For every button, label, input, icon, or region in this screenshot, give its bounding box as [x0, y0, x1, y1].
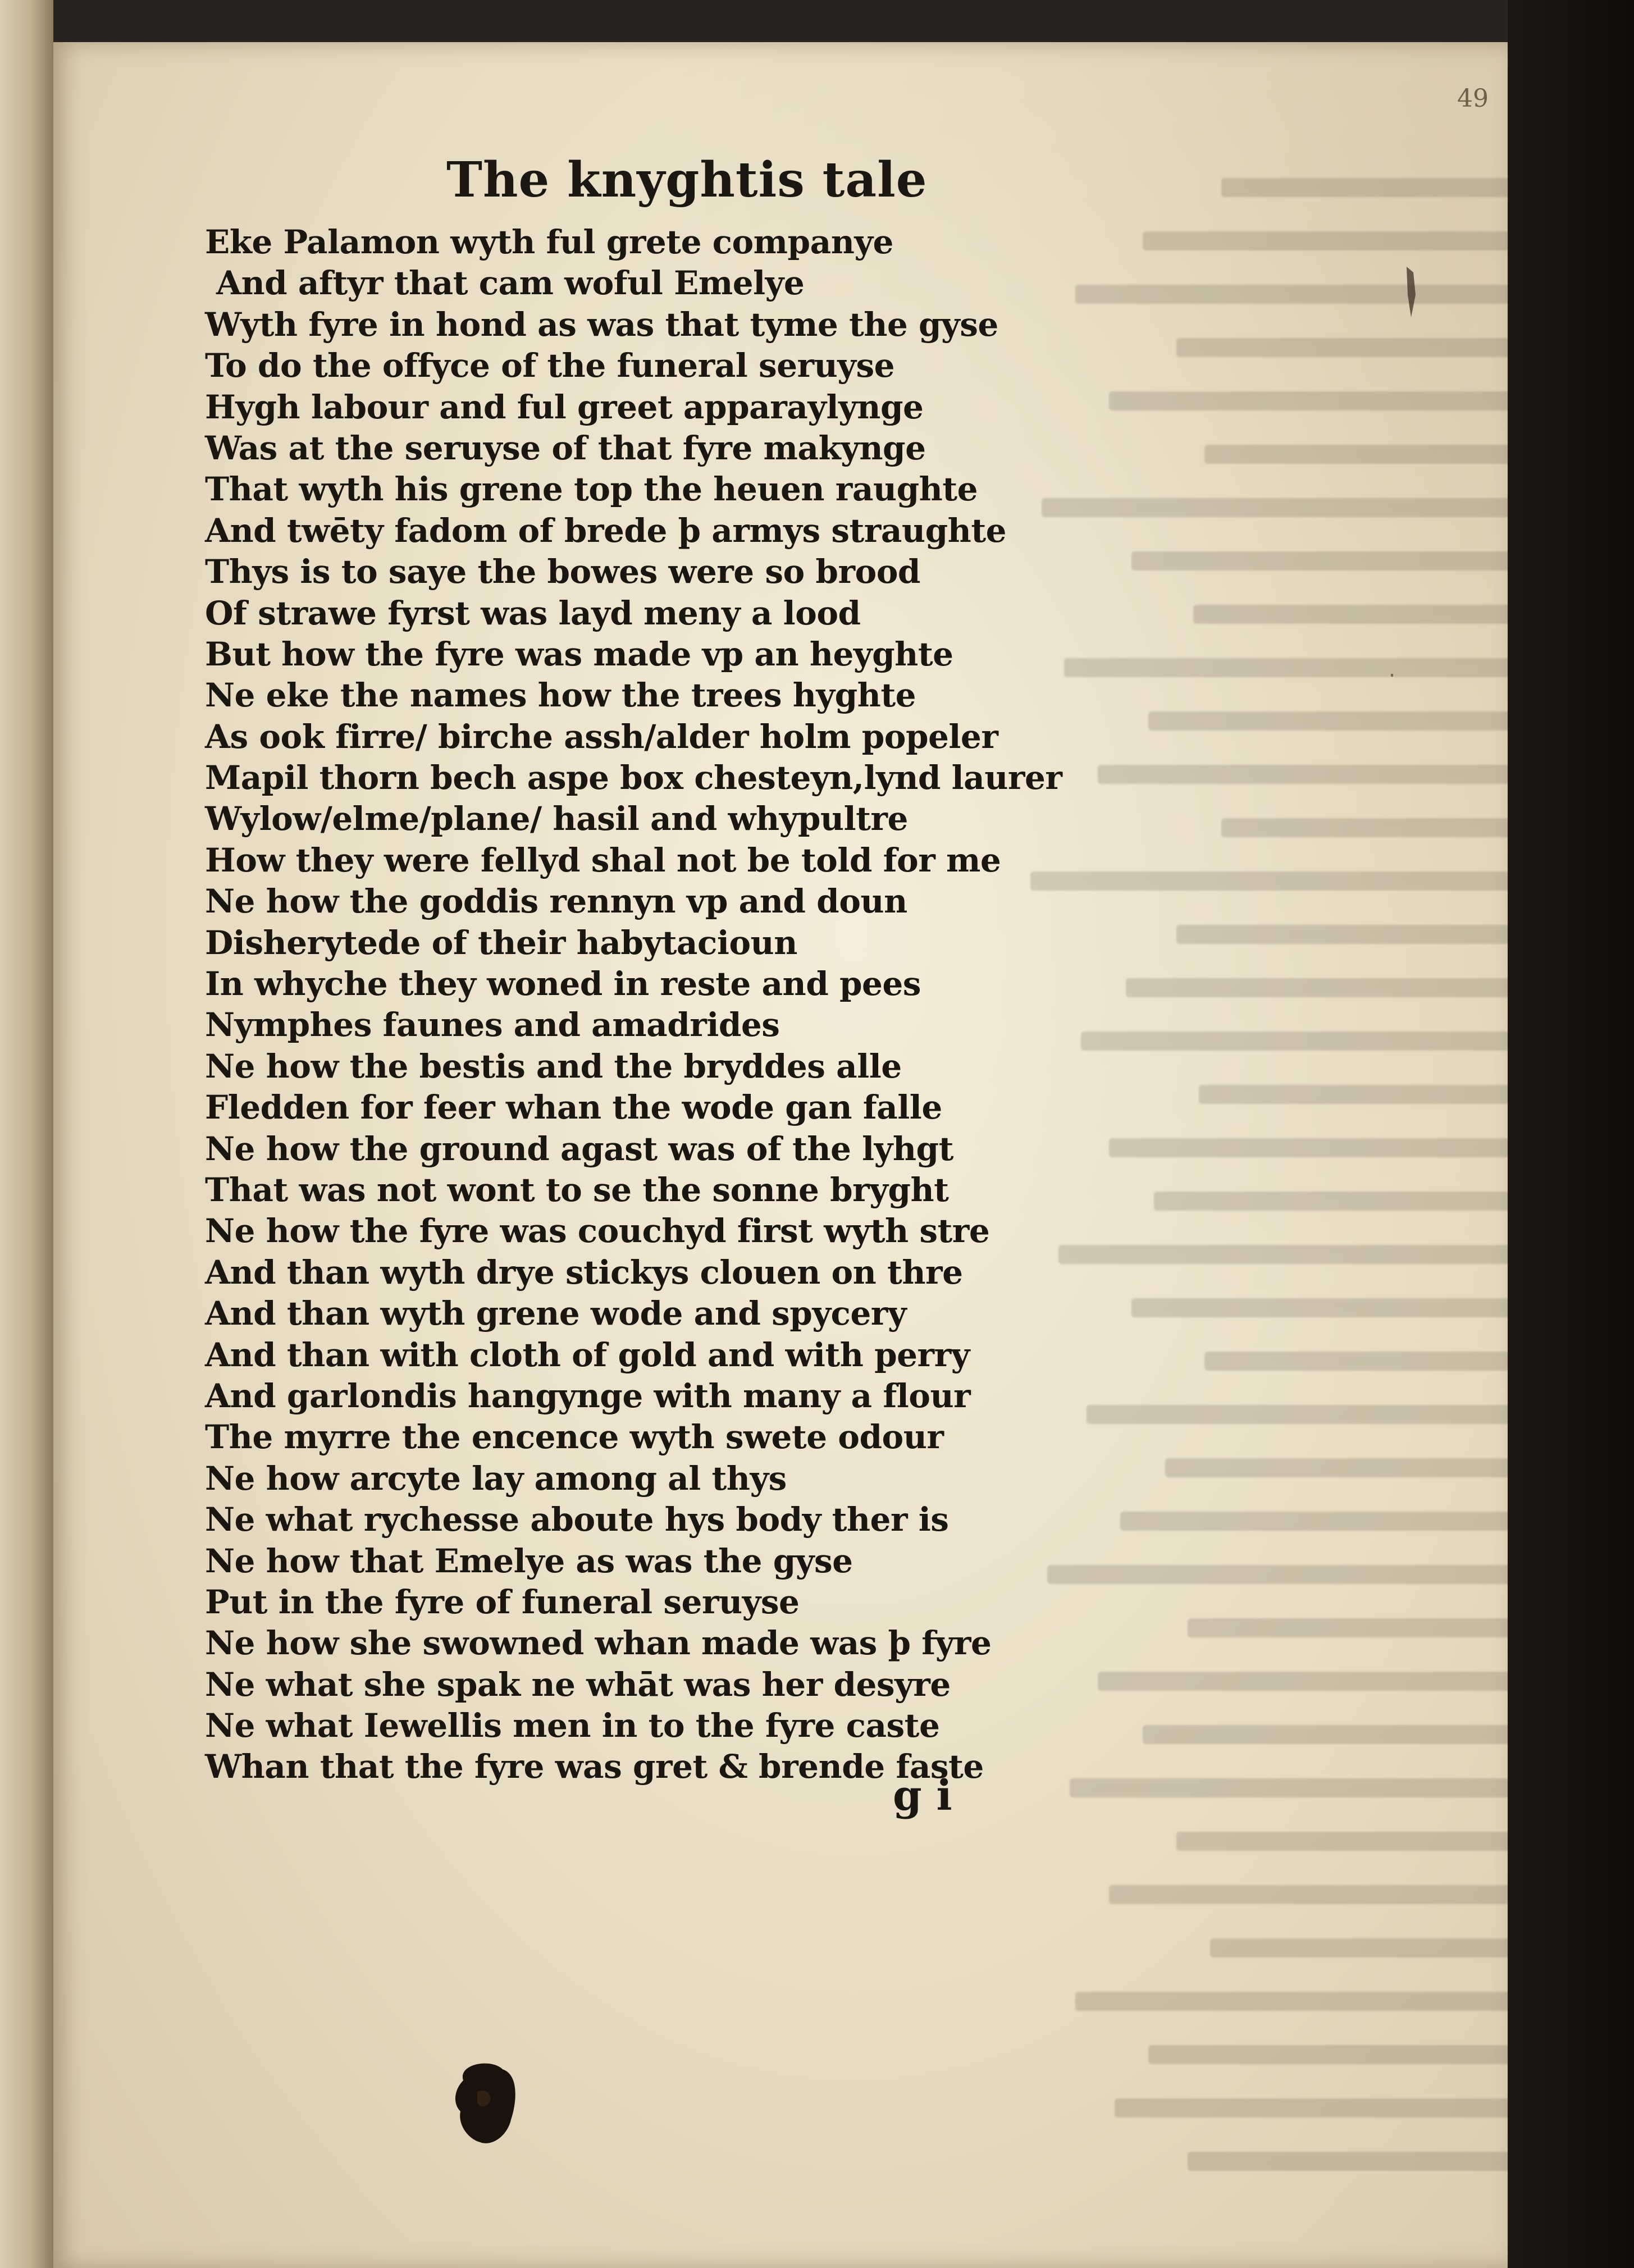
- verse-line: Ne how the ground agast was of the lyhgt: [205, 1129, 953, 1168]
- verse-line: Ne how arcyte lay among al thys: [205, 1459, 787, 1498]
- verse-line: And than wyth drye stickys clouen on thre: [205, 1253, 963, 1292]
- verse-line: Ne how she swowned whan made was þ fyre: [205, 1624, 992, 1663]
- verse-line: Whan that the fyre was gret & brende faste: [205, 1747, 984, 1786]
- verse-line: In whyche they woned in reste and pees: [205, 965, 921, 1003]
- verse-line: Fledden for feer whan the wode gan falle: [205, 1088, 942, 1127]
- verse-line: Ne eke the names how the trees hyghte: [205, 676, 916, 715]
- verse-line: But how the fyre was made vp an heyghte: [205, 635, 953, 673]
- verse-line: And than wyth grene wode and spycery: [205, 1294, 907, 1333]
- verse-line: Ne how the goddis rennyn vp and doun: [205, 882, 907, 921]
- adjacent-page-edge: [0, 0, 53, 2268]
- verse-line: Ne how the bestis and the bryddes alle: [205, 1047, 902, 1085]
- verse-line: Ne how the fyre was couchyd first wyth stre: [205, 1212, 990, 1251]
- verse-line: That wyth his grene top the heuen raughte: [205, 470, 978, 509]
- signature-mark: g i: [893, 1772, 952, 1820]
- verse-line: Put in the fyre of funeral seruyse: [205, 1582, 800, 1621]
- verse-line: Ne how that Emelye as was the gyse: [205, 1541, 853, 1580]
- ink-blot: [446, 2058, 525, 2148]
- verse-line: Wylow/elme/plane/ hasil and whypultre: [205, 800, 908, 838]
- verse-line: Ne what Iewellis men in to the fyre caste: [205, 1706, 940, 1745]
- verse-line: And aftyr that cam woful Emelye: [216, 264, 805, 303]
- verse-line: Wyth fyre in hond as was that tyme the gyse: [205, 305, 998, 344]
- book-page: [53, 42, 1508, 2268]
- verse-line: That was not wont to se the sonne bryght: [205, 1170, 949, 1209]
- verse-line: Nymphes faunes and amadrides: [205, 1006, 780, 1044]
- verse-line: Hygh labour and ful greet apparaylynge: [205, 387, 924, 426]
- verse-line: Eke Palamon wyth ful grete companye: [205, 223, 893, 261]
- folio-number: 49: [1457, 84, 1489, 113]
- verse-line: Ne what she spak ne whāt was her desyre: [205, 1665, 951, 1704]
- verse-line: Thys is to saye the bowes were so brood: [205, 553, 920, 591]
- verse-line: Was at the seruyse of that fyre makynge: [205, 428, 926, 467]
- verse-line: And twēty fadom of brede þ armys straughte: [205, 511, 1007, 550]
- verse-line: And garlondis hangynge with many a flour: [205, 1376, 971, 1415]
- verse-line: How they were fellyd shal not be told for me: [205, 841, 1001, 879]
- verse-line: Disherytede of their habytacioun: [205, 923, 797, 962]
- running-header: The knyghtis tale: [446, 152, 928, 208]
- verse-line: Of strawe fyrst was layd meny a lood: [205, 594, 861, 632]
- verse-line: And than with cloth of gold and with perry: [205, 1335, 970, 1374]
- book-binding-edge: [1508, 0, 1634, 2268]
- verse-line: The myrre the encence wyth swete odour: [205, 1418, 944, 1457]
- verse-line: As ook firre/ birche assh/alder holm popeler: [205, 717, 998, 756]
- verse-line: To do the offyce of the funeral seruyse: [205, 346, 895, 385]
- verse-line: Mapil thorn bech aspe box chesteyn,lynd laurer: [205, 759, 1062, 797]
- verse-block: [205, 222, 1062, 1788]
- paper-blemishes: [1379, 227, 1446, 677]
- verse-line: Ne what rychesse aboute hys body ther is: [205, 1500, 949, 1539]
